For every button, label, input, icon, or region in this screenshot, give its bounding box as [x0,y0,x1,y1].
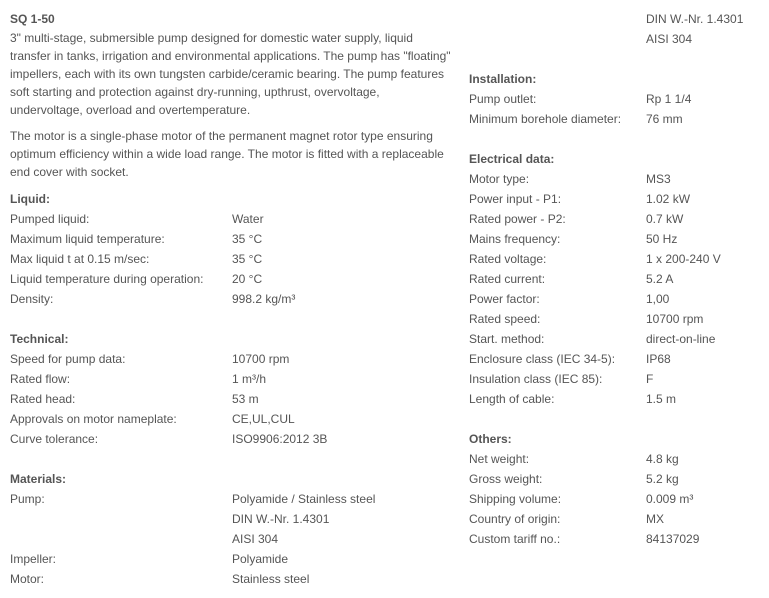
spec-row [469,309,764,329]
spec-label: Country of origin: [469,512,561,526]
spec-label [10,509,232,529]
spec-row [469,229,764,249]
spec-label: Rated speed: [469,312,541,326]
spec-value: 5.2 A [646,272,674,286]
spec-label: Max liquid t at 0.15 m/sec: [10,252,150,266]
spec-value: 0.009 m³ [646,492,694,506]
spec-label: Start. method: [469,332,545,346]
product-title: SQ 1-50 [10,12,55,26]
spec-value: 35 °C [232,232,263,246]
spec-value: MX [646,512,664,526]
section-spacer [469,409,764,429]
spec-value: 10700 rpm [232,352,290,366]
spec-label: Curve tolerance: [10,432,99,446]
spec-label: Rated current: [469,272,546,286]
spec-row [10,489,455,509]
spec-value: 1,00 [646,292,670,306]
spec-label: Motor type: [469,172,530,186]
spec-label: Pumped liquid: [10,212,90,226]
spec-label: Insulation class (IEC 85): [469,372,603,386]
spec-label: Gross weight: [469,472,543,486]
spec-row [10,509,455,529]
spec-value: 53 m [232,392,259,406]
spec-value: AISI 304 [232,532,279,546]
spec-row [10,229,455,249]
spec-value: 10700 rpm [646,312,704,326]
spec-label [469,9,646,29]
electrical-heading: Electrical data: [469,152,555,166]
spec-label: Pump: [10,492,45,506]
spec-value: 35 °C [232,252,263,266]
liquid-heading: Liquid: [10,192,50,206]
spec-row [10,369,455,389]
spec-row [469,529,764,549]
description-paragraph-1: 3" multi-stage, submersible pump designed for domestic water supply, liquid transfer in tanks, irrigation and environmental applications. The pump has "floating" impellers, each with its own tungsten carbide/ceramic bearing. The pump features soft starting and protection against dry-running, upthrust, overvoltage, undervoltage, overload and overtemperature. [10,31,451,117]
spec-row [10,429,455,449]
spec-row [10,269,455,289]
spec-row [469,329,764,349]
spec-label: Maximum liquid temperature: [10,232,165,246]
spec-row [469,349,764,369]
spec-label: Custom tariff no.: [469,532,561,546]
spec-label: Pump outlet: [469,92,537,106]
spec-value: MS3 [646,172,671,186]
spec-value: 1.5 m [646,392,677,406]
spec-row [10,529,455,549]
spec-label: Impeller: [10,552,57,566]
spec-row [10,289,455,309]
description-paragraph-2: The motor is a single-phase motor of the permanent magnet rotor type ensuring optimum efficiency within a wide load range. The motor is fitted with a replaceable end cover with socket. [10,129,444,179]
spec-value: Polyamide / Stainless steel [232,492,376,506]
spec-value: 50 Hz [646,232,678,246]
section-spacer [10,309,455,329]
spec-row [469,29,764,49]
spec-label: Rated power - P2: [469,212,566,226]
spec-row [469,109,764,129]
spec-value: 5.2 kg [646,472,679,486]
spec-value: 84137029 [646,532,700,546]
left-column [10,9,455,589]
spec-value: 1.02 kW [646,192,691,206]
materials-heading: Materials: [10,472,67,486]
spec-label [469,29,646,49]
spec-label: Liquid temperature during operation: [10,272,204,286]
spec-label: Rated flow: [10,372,71,386]
spec-value: Rp 1 1/4 [646,92,692,106]
spec-row [469,509,764,529]
spec-value: DIN W.-Nr. 1.4301 [646,12,744,26]
spec-row [10,389,455,409]
spec-label: Speed for pump data: [10,352,126,366]
spec-label: Rated head: [10,392,76,406]
spec-label: Net weight: [469,452,530,466]
spec-row [10,569,455,589]
spec-row [469,209,764,229]
spec-row [469,369,764,389]
right-column [469,9,764,549]
spec-label: Density: [10,292,54,306]
spec-label: Power input - P1: [469,192,562,206]
spec-label: Motor: [10,572,45,586]
section-spacer [10,449,455,469]
spec-label: Shipping volume: [469,492,562,506]
spec-label: Mains frequency: [469,232,561,246]
spec-value: F [646,372,654,386]
others-heading: Others: [469,432,512,446]
spec-value: DIN W.-Nr. 1.4301 [232,512,330,526]
installation-heading: Installation: [469,72,537,86]
spec-row [469,389,764,409]
spec-value: Water [232,212,264,226]
spec-row [469,9,764,29]
spec-value: 20 °C [232,272,263,286]
spec-value: AISI 304 [646,32,693,46]
spec-label: Length of cable: [469,392,555,406]
spec-label [10,529,232,549]
spec-value: 4.8 kg [646,452,679,466]
spec-value: 76 mm [646,112,683,126]
spec-row [469,489,764,509]
spec-row [469,249,764,269]
spec-row [469,89,764,109]
section-spacer [469,129,764,149]
technical-heading: Technical: [10,332,69,346]
spec-label: Power factor: [469,292,540,306]
spec-value: ISO9906:2012 3B [232,432,328,446]
spec-row [10,409,455,429]
spec-row [469,169,764,189]
spec-row [10,209,455,229]
spec-value: IP68 [646,352,671,366]
spec-value: CE,UL,CUL [232,412,295,426]
spec-label: Minimum borehole diameter: [469,112,622,126]
spec-label: Approvals on motor nameplate: [10,412,177,426]
spec-row [469,449,764,469]
spec-value: 998.2 kg/m³ [232,292,296,306]
spec-value: 1 x 200-240 V [646,252,721,266]
spec-value: 1 m³/h [232,372,267,386]
spec-row [10,249,455,269]
section-spacer [469,49,764,69]
spec-row [469,469,764,489]
spec-label: Enclosure class (IEC 34-5): [469,352,616,366]
spec-value: Stainless steel [232,572,310,586]
spec-row [10,549,455,569]
spec-value: Polyamide [232,552,289,566]
spec-row [469,269,764,289]
spec-row [469,189,764,209]
spec-row [10,349,455,369]
spec-row [469,289,764,309]
spec-label: Rated voltage: [469,252,547,266]
spec-value: 0.7 kW [646,212,684,226]
spec-value: direct-on-line [646,332,716,346]
